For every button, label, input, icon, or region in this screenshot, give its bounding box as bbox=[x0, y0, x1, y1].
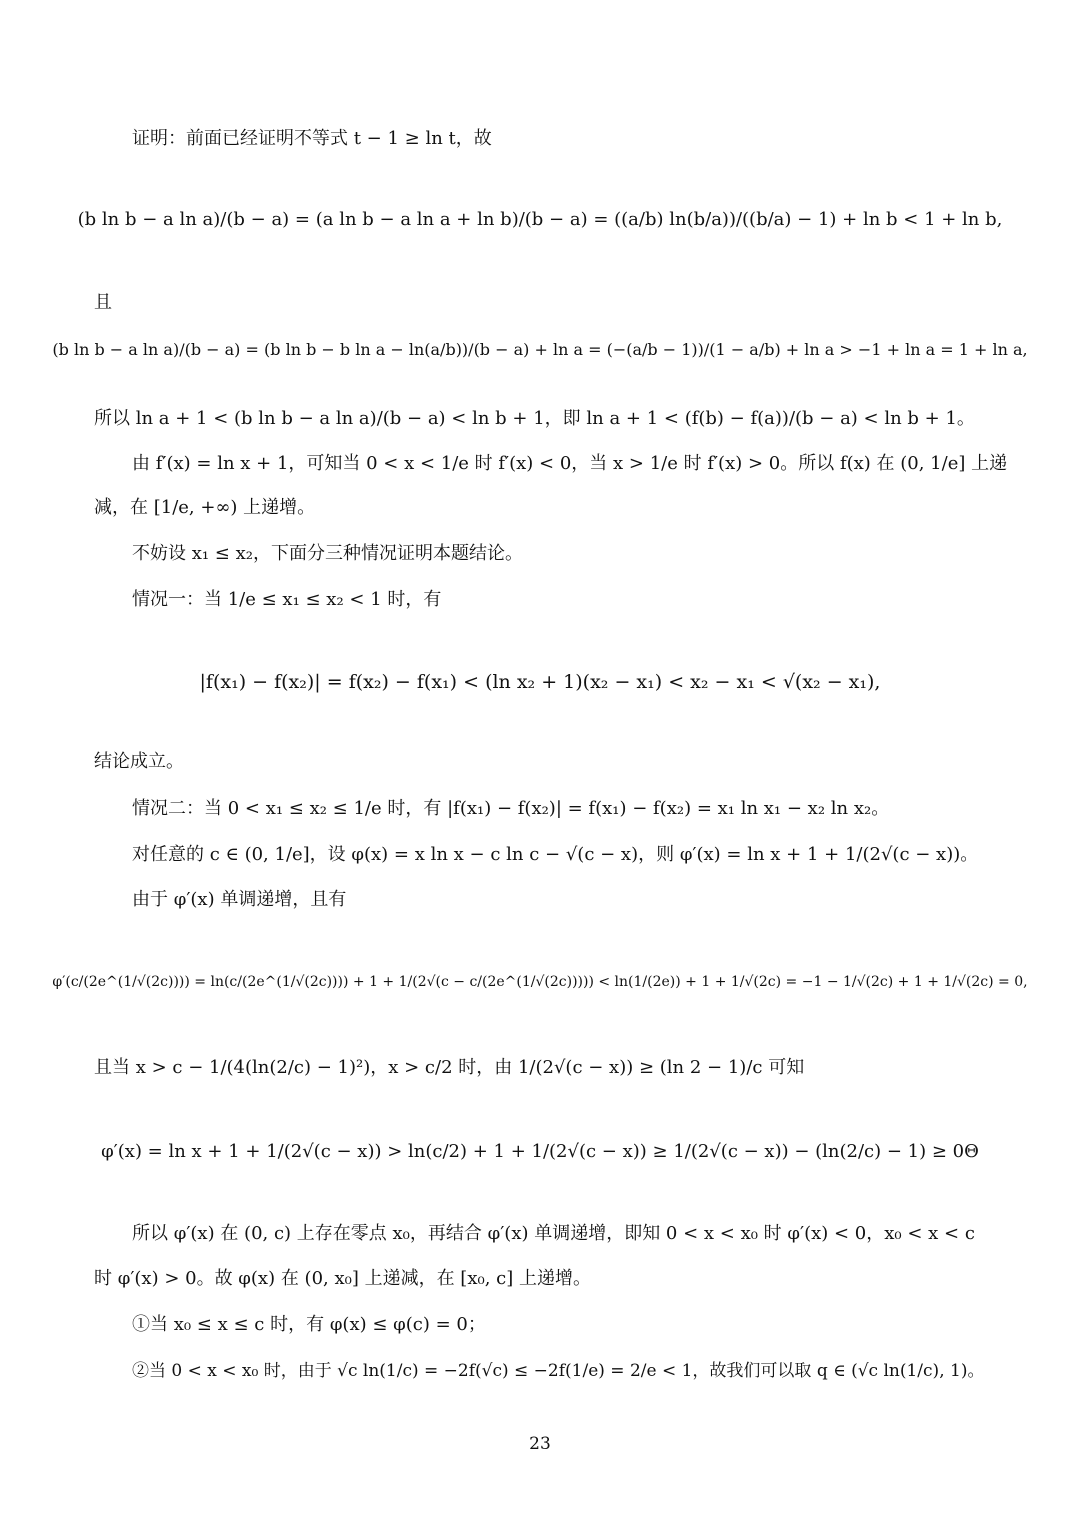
text-holds: 结论成立。 bbox=[94, 751, 184, 772]
proof-intro: 证明：前面已经证明不等式 t − 1 ≥ ln t，故 bbox=[132, 128, 492, 149]
equation-2: (b ln b − a ln a)/(b − a) = (b ln b − b ln a − ln(a/b))/(b − a) + ln a = (−(a/b − 1))/(1 − a/b) + ln a > −1 + ln a = 1 + ln a, bbox=[52, 340, 1028, 359]
equation-4: φ′(c/(2e^(1/√(2c)))) = ln(c/(2e^(1/√(2c)))) + 1 + 1/(2√(c − c/(2e^(1/√(2c))))) < ln(1/(2e)) + 1 + 1/√(2c) = −1 − 1/√(2c) + 1 + 1/√(2c) = 0, bbox=[52, 974, 1028, 990]
text-and: 且 bbox=[94, 292, 112, 313]
equation-3: |f(x₁) − f(x₂)| = f(x₂) − f(x₁) < (ln x₂ + 1)(x₂ − x₁) < x₂ − x₁ < √(x₂ − x₁), bbox=[199, 671, 881, 693]
equation-5: φ′(x) = ln x + 1 + 1/(2√(c − x)) > ln(c/2) + 1 + 1/(2√(c − x)) ≥ 1/(2√(c − x)) − (ln(2/c) − 1) ≥ 0Θ bbox=[101, 1141, 979, 1162]
text-monotonic: 减，在 [1/e, +∞) 上递增。 bbox=[94, 497, 316, 518]
text-case-one: 情况一：当 1/e ≤ x₁ ≤ x₂ < 1 时，有 bbox=[132, 589, 442, 610]
text-zero-point: 所以 φ′(x) 在 (0, c) 上存在零点 x₀，再结合 φ′(x) 单调递增，即知 0 < x < x₀ 时 φ′(x) < 0，x₀ < x < c bbox=[132, 1223, 975, 1244]
text-phi-monotonic: 时 φ′(x) > 0。故 φ(x) 在 (0, x₀] 上递减，在 [x₀, c] 上递增。 bbox=[94, 1268, 591, 1289]
equation-1: (b ln b − a ln a)/(b − a) = (a ln b − a ln a + ln b)/(b − a) = ((a/b) ln(b/a))/((b/a) − 1) + ln b < 1 + ln b, bbox=[77, 209, 1003, 230]
text-define-phi: 对任意的 c ∈ (0, 1/e]，设 φ(x) = x ln x − c ln c − √(c − x)，则 φ′(x) = ln x + 1 + 1/(2√(c − x))。 bbox=[132, 844, 979, 865]
text-assume: 不妨设 x₁ ≤ x₂，下面分三种情况证明本题结论。 bbox=[132, 543, 523, 564]
text-item-one: ①当 x₀ ≤ x ≤ c 时，有 φ(x) ≤ φ(c) = 0； bbox=[132, 1314, 486, 1335]
text-increasing: 由于 φ′(x) 单调递增，且有 bbox=[132, 889, 347, 910]
text-case-two: 情况二：当 0 < x₁ ≤ x₂ ≤ 1/e 时，有 |f(x₁) − f(x₂)| = f(x₁) − f(x₂) = x₁ ln x₁ − x₂ ln x₂。 bbox=[132, 798, 890, 819]
page-number: 23 bbox=[529, 1434, 551, 1454]
text-when-x: 且当 x > c − 1/(4(ln(2/c) − 1)²)，x > c/2 时，由 1/(2√(c − x)) ≥ (ln 2 − 1)/c 可知 bbox=[94, 1057, 805, 1078]
text-item-two: ②当 0 < x < x₀ 时，由于 √c ln(1/c) = −2f(√c) ≤ −2f(1/e) = 2/e < 1，故我们可以取 q ∈ (√c ln(1/c), 1)。 bbox=[132, 1361, 985, 1381]
text-conclusion-bounds: 所以 ln a + 1 < (b ln b − a ln a)/(b − a) < ln b + 1，即 ln a + 1 < (f(b) − f(a))/(b − a) < ln b + 1。 bbox=[94, 408, 975, 429]
text-derivative: 由 f′(x) = ln x + 1，可知当 0 < x < 1/e 时 f′(x) < 0，当 x > 1/e 时 f′(x) > 0。所以 f(x) 在 (0, 1/e] 上递 bbox=[132, 453, 1008, 474]
